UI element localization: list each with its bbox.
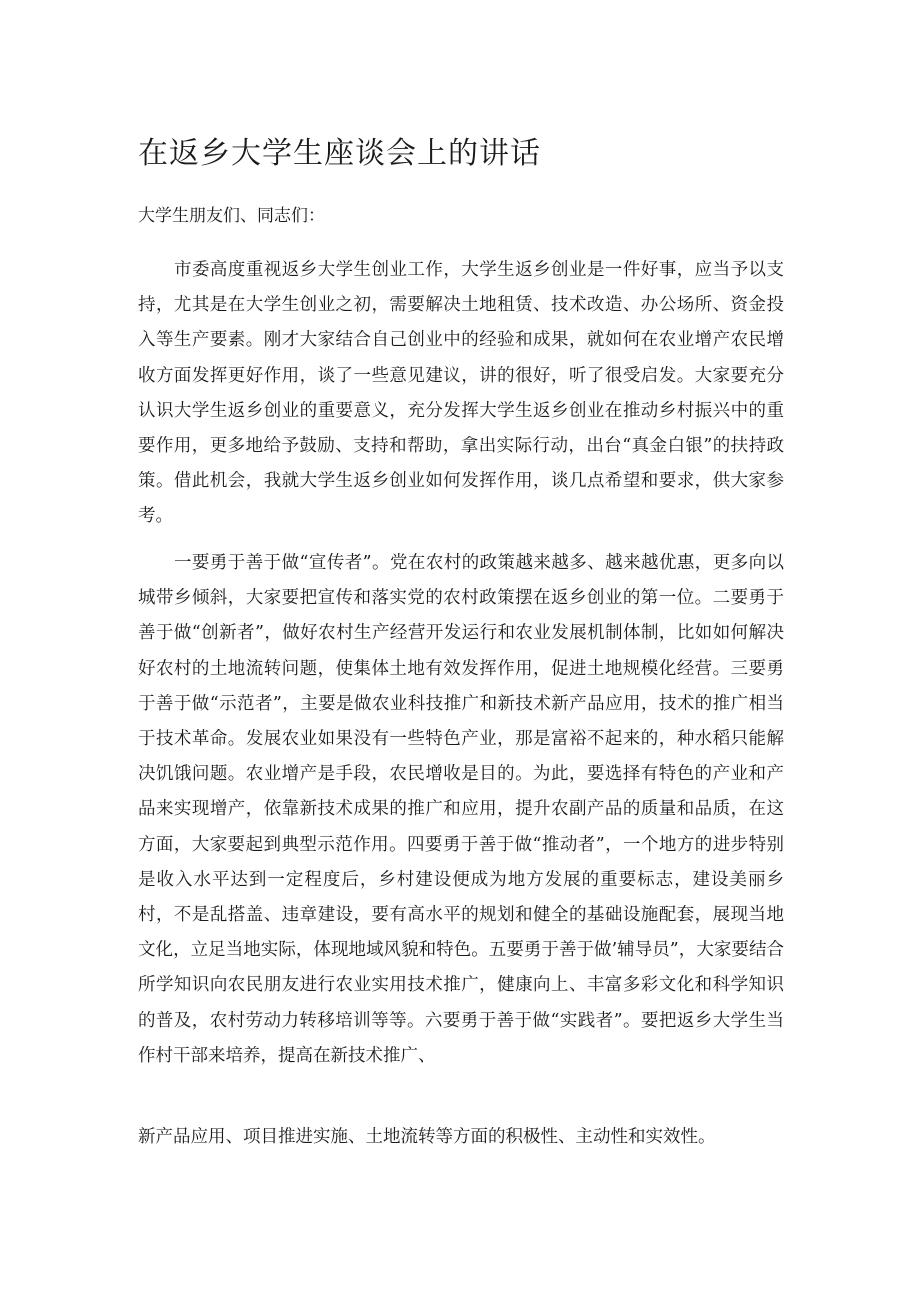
paragraph-intro: 市委高度重视返乡大学生创业工作，大学生返乡创业是一件好事，应当予以支持，尤其是在大学生创业之初，需要解决土地租赁、技术改造、办公场所、资金投入等生产要素。刚才大家结合自己创业中的经验和成果，就如何在农业增产农民增收方面发挥更好作用，谈了一些意见建议，讲的很好，听了很受启发。大家要充分认识大学生返乡创业的重要意义，充分发挥大学生返乡创业在推动乡村振兴中的重要作用，更多地给予鼓励、支持和帮助，拿出实际行动，出台“真金白银”的扶持政策。借此机会，我就大学生返乡创业如何发挥作用，谈几点希望和要求，供大家参考。 xyxy=(138,260,784,527)
paragraph-closing-line: 新产品应用、项目推进实施、土地流转等方面的积极性、主动性和实效性。 xyxy=(138,1127,716,1147)
paragraph-requirements: 一要勇于善于做“宣传者”。党在农村的政策越来越多、越来越优惠，更多向以城带乡倾斜，大家要把宣传和落实党的农村政策摆在返乡创业的第一位。二要勇于善于做“创新者”，做好农村生产经营开发运行和农业发展机制体制，比如如何解决好农村的土地流转问题，使集体土地有效发挥作用，促进土地规模化经营。三要勇于善于做“示范者”，主要是做农业科技推广和新技术新产品应用，技术的推广相当于技术革命。发展农业如果没有一些特色产业，那是富裕不起来的，种水稻只能解决饥饿问题。农业增产是手段，农民增收是目的。为此，要选择有特色的产业和产品来实现增产，依靠新技术成果的推广和应用，提升农副产品的质量和品质，在这方面，大家要起到典型示范作用。四要勇于善于做“推动者”，一个地方的进步特别是收入水平达到一定程度后，乡村建设便成为地方发展的重要标志，建设美丽乡村，不是乱搭盖、违章建设，要有高水平的规划和健全的基础设施配套，展现当地文化，立足当地实际，体现地域风貌和特色。五要勇于善于做’辅导员”，大家要结合所学知识向农民朋友进行农业实用技术推广，健康向上、丰富多彩文化和科学知识的普及，农村劳动力转移培训等等。六要勇于善于做“实践者”。要把返乡大学生当作村干部来培养，提高在新技术推广、 xyxy=(138,553,784,1066)
document-title: 在返乡大学生座谈会上的讲话 xyxy=(138,136,541,171)
salutation: 大学生朋友们、同志们： xyxy=(138,206,325,226)
